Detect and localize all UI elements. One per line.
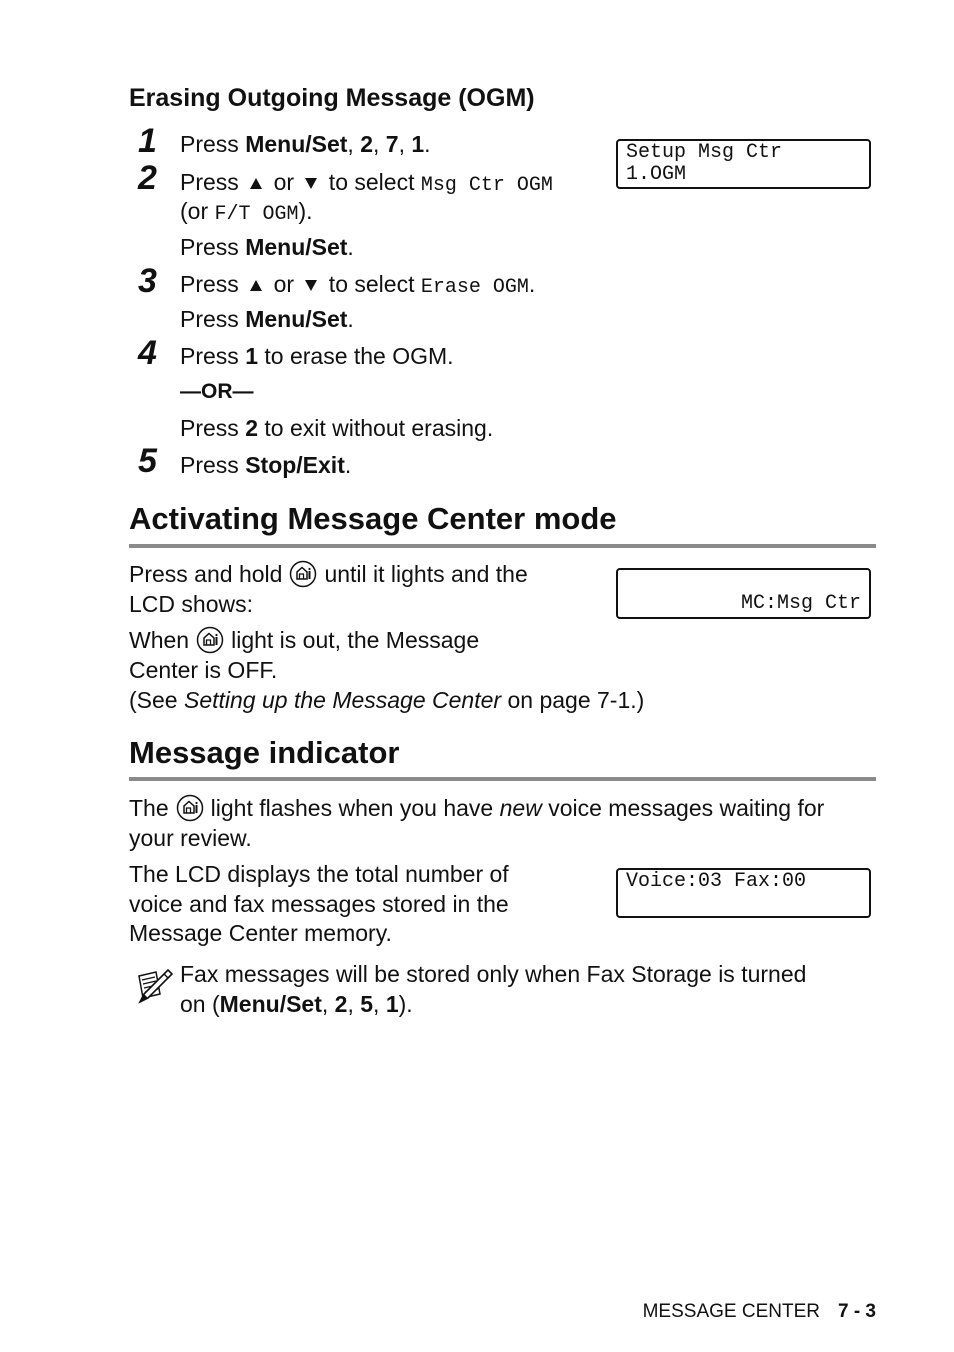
step-number-5: 5	[138, 442, 157, 480]
text: on (	[180, 991, 220, 1017]
text: until it lights and the	[324, 561, 528, 587]
lcd-code-msg-ctr-ogm: Msg Ctr OGM	[420, 174, 553, 197]
text: Press	[180, 234, 246, 260]
text: voice messages waiting for	[541, 795, 825, 821]
lcd-line-2: 1.OGM	[626, 163, 687, 186]
text: ,	[373, 991, 386, 1017]
text: Press	[180, 452, 246, 478]
text: .	[344, 452, 352, 478]
key-1: 1	[385, 991, 399, 1017]
key-7: 7	[385, 131, 399, 157]
section-divider	[129, 544, 876, 548]
step-number-1: 1	[138, 122, 157, 160]
message-center-icon	[176, 794, 204, 822]
key-5: 5	[360, 991, 374, 1017]
message-center-icon	[289, 560, 317, 588]
lcd-display-setup-msg-ctr	[616, 139, 871, 189]
activating-line-3	[129, 625, 479, 656]
text: Press	[180, 415, 246, 441]
step-1-text	[180, 129, 431, 159]
key-2: 2	[360, 131, 373, 157]
text: When	[129, 627, 190, 653]
note-pencil-icon	[134, 964, 176, 1006]
indicator-para-2-line-3: Message Center memory.	[129, 920, 392, 946]
up-arrow-icon	[250, 178, 262, 189]
text: ,	[321, 991, 335, 1017]
key-menu-set: Menu/Set	[245, 234, 348, 260]
note-line-2	[180, 989, 413, 1019]
key-2: 2	[334, 991, 348, 1017]
message-center-icon	[196, 626, 224, 654]
indicator-line-2: your review.	[129, 825, 252, 851]
text: Press	[180, 306, 246, 332]
key-menu-set: Menu/Set	[245, 306, 348, 332]
key-1: 1	[245, 343, 258, 369]
text: to select	[322, 169, 421, 195]
activating-line-2: LCD shows:	[129, 591, 253, 617]
page-footer	[643, 1300, 876, 1324]
text: light is out, the Message	[231, 627, 480, 653]
text: or	[267, 271, 301, 297]
step-2-line-3	[180, 232, 354, 262]
step-3-line-2	[180, 304, 354, 334]
step-3-line-1	[180, 269, 535, 303]
text: Press	[180, 271, 246, 297]
step-4-line-1	[180, 341, 454, 371]
indicator-para-2-line-2: voice and fax messages stored in the	[129, 891, 509, 917]
section-title-activating: Activating Message Center mode	[129, 501, 617, 536]
down-arrow-icon	[305, 178, 317, 189]
text: light flashes when you have	[210, 795, 500, 821]
step-number-4: 4	[138, 334, 157, 372]
step-number-3: 3	[138, 262, 157, 300]
text: ).	[298, 198, 313, 224]
step-5-text	[180, 450, 351, 480]
step-2-line-2	[180, 196, 313, 230]
indicator-para-2-line-1: The LCD displays the total number of	[129, 861, 509, 887]
text: ,	[347, 131, 361, 157]
text: ,	[347, 991, 361, 1017]
emphasis: new	[499, 795, 542, 821]
or-separator: —OR—	[180, 380, 254, 403]
section-title-message-indicator: Message indicator	[129, 735, 400, 770]
up-arrow-icon	[250, 280, 262, 291]
step-4-line-3	[180, 413, 493, 443]
text: .	[347, 234, 354, 260]
cross-reference: Setting up the Message Center	[183, 687, 502, 713]
indicator-line-1	[129, 793, 824, 824]
text: to select	[322, 271, 421, 297]
activating-line-4: Center is OFF.	[129, 657, 278, 683]
text: to erase the OGM.	[257, 343, 454, 369]
text: Press and hold	[129, 561, 283, 587]
lcd-line-1: Setup Msg Ctr	[626, 141, 783, 164]
text: The	[129, 795, 169, 821]
text: Press	[180, 343, 246, 369]
text: (or	[180, 198, 215, 224]
text: or	[267, 169, 301, 195]
text: .	[528, 271, 536, 297]
lcd-code-erase-ogm: Erase OGM	[420, 276, 529, 299]
text: (See	[129, 687, 184, 713]
text: Press	[180, 131, 246, 157]
down-arrow-icon	[305, 280, 317, 291]
text: ,	[373, 131, 386, 157]
key-2: 2	[245, 415, 258, 441]
activating-line-5	[129, 685, 644, 715]
key-menu-set: Menu/Set	[245, 131, 348, 157]
key-1: 1	[411, 131, 425, 157]
footer-section-name: MESSAGE CENTER	[642, 1301, 820, 1322]
text: .	[424, 131, 431, 157]
lcd-line: Voice:03 Fax:00	[626, 870, 807, 893]
note-line-1: Fax messages will be stored only when Fax Storage is turned	[180, 961, 807, 987]
lcd-code-ft-ogm: F/T OGM	[214, 203, 299, 226]
section-divider	[129, 777, 876, 781]
page-number: 7 - 3	[837, 1301, 876, 1322]
step-number-2: 2	[138, 159, 157, 197]
text: .	[347, 306, 354, 332]
key-stop-exit: Stop/Exit	[245, 452, 345, 478]
lcd-line: MC:Msg Ctr	[740, 592, 861, 615]
key-menu-set: Menu/Set	[219, 991, 322, 1017]
lcd-display-mc-msg-ctr	[616, 568, 871, 619]
text: Press	[180, 169, 246, 195]
text: ,	[398, 131, 412, 157]
lcd-display-voice-fax	[616, 868, 871, 918]
text: ).	[398, 991, 413, 1017]
subsection-title-erasing-ogm: Erasing Outgoing Message (OGM)	[129, 84, 535, 112]
text: to exit without erasing.	[257, 415, 494, 441]
activating-line-1	[129, 559, 528, 590]
text: on page 7-1.)	[501, 687, 645, 713]
